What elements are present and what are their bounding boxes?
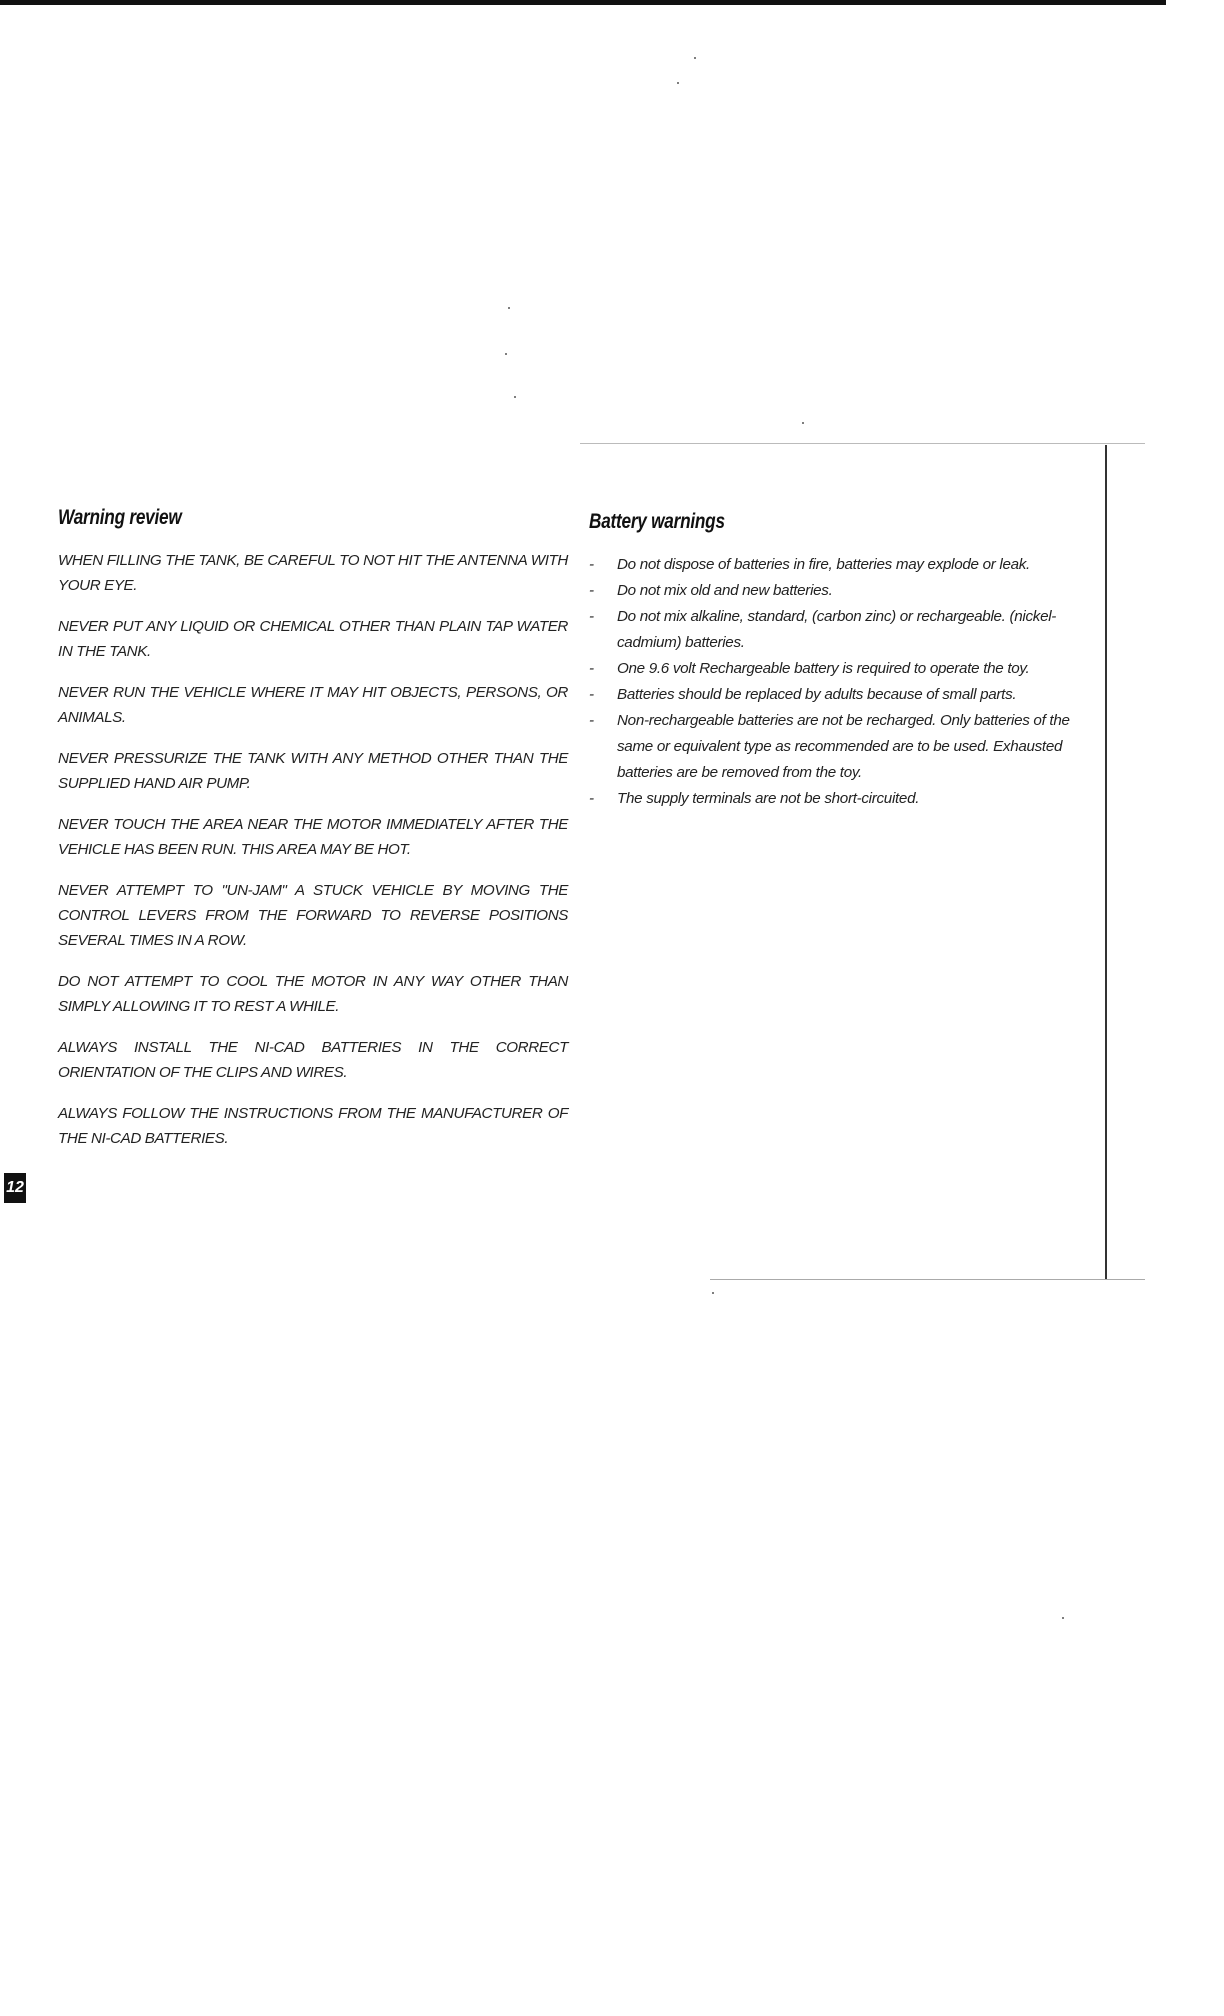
list-item: [589, 708, 1089, 786]
frame-bottom-line: [710, 1279, 1145, 1280]
bullet-dash: -: [589, 712, 594, 729]
warning-paragraph: DO NOT ATTEMPT TO COOL THE MOTOR IN ANY WAY OTHER THAN SIMPLY ALLOWING IT TO REST A WHILE.: [58, 973, 568, 1015]
warning-paragraph: WHEN FILLING THE TANK, BE CAREFUL TO NOT HIT THE ANTENNA WITH YOUR EYE.: [58, 552, 568, 594]
list-item: [589, 552, 1089, 578]
warning-paragraph: NEVER TOUCH THE AREA NEAR THE MOTOR IMMEDIATELY AFTER THE VEHICLE HAS BEEN RUN. THIS AREA MAY BE HOT.: [58, 816, 568, 858]
top-rule: [0, 0, 1166, 5]
warning-paragraph: ALWAYS FOLLOW THE INSTRUCTIONS FROM THE MANUFACTURER OF THE NI-CAD BATTERIES.: [58, 1105, 568, 1147]
scan-speck: [694, 57, 696, 59]
scan-speck: [677, 82, 679, 84]
warning-paragraph: ALWAYS INSTALL THE NI-CAD BATTERIES IN THE CORRECT ORIENTATION OF THE CLIPS AND WIRES.: [58, 1039, 568, 1081]
frame-right-line: [1105, 445, 1107, 1280]
bullet-dash: -: [589, 556, 594, 573]
list-item-text: The supply terminals are not be short-circuited.: [617, 790, 920, 807]
list-item-text: Do not mix alkaline, standard, (carbon zinc) or rechargeable. (nickel-cadmium) batteries.: [617, 608, 1057, 651]
list-item: [589, 656, 1089, 682]
list-item-text: Batteries should be replaced by adults because of small parts.: [617, 686, 1017, 703]
bullet-dash: -: [589, 660, 594, 677]
battery-warnings-list: [589, 552, 1089, 812]
warning-paragraph: NEVER PRESSURIZE THE TANK WITH ANY METHOD OTHER THAN THE SUPPLIED HAND AIR PUMP.: [58, 750, 568, 792]
scan-speck: [508, 307, 510, 309]
list-item: [589, 786, 1089, 812]
battery-warnings-section: [589, 510, 1089, 812]
page-number: 12: [4, 1173, 26, 1203]
scan-speck: [712, 1292, 714, 1294]
list-item-text: Do not dispose of batteries in fire, batteries may explode or leak.: [617, 556, 1030, 573]
scan-speck: [1062, 1617, 1064, 1619]
frame-top-line: [580, 443, 1145, 444]
bullet-dash: -: [589, 582, 594, 599]
battery-warnings-title: Battery warnings: [589, 510, 725, 533]
scan-speck: [505, 353, 507, 355]
warning-review-title: Warning review: [58, 506, 182, 529]
bullet-dash: -: [589, 790, 594, 807]
warning-review-section: [58, 506, 568, 1167]
list-item-text: One 9.6 volt Rechargeable battery is required to operate the toy.: [617, 660, 1030, 677]
scan-speck: [802, 422, 804, 424]
warning-paragraph: NEVER RUN THE VEHICLE WHERE IT MAY HIT OBJECTS, PERSONS, OR ANIMALS.: [58, 684, 568, 726]
list-item-text: Do not mix old and new batteries.: [617, 582, 833, 599]
warning-paragraph: NEVER PUT ANY LIQUID OR CHEMICAL OTHER THAN PLAIN TAP WATER IN THE TANK.: [58, 618, 568, 660]
scan-speck: [514, 396, 516, 398]
warning-paragraph: NEVER ATTEMPT TO "UN-JAM" A STUCK VEHICLE BY MOVING THE CONTROL LEVERS FROM THE FORWARD TO REVERSE POSITIONS SEVERAL TIMES IN A ROW.: [58, 882, 568, 949]
list-item: [589, 682, 1089, 708]
list-item: [589, 604, 1089, 656]
bullet-dash: -: [589, 608, 594, 625]
list-item: [589, 578, 1089, 604]
bullet-dash: -: [589, 686, 594, 703]
list-item-text: Non-rechargeable batteries are not be recharged. Only batteries of the same or equivalent type as recommended are to be used. Exhausted batteries are be removed from the toy.: [617, 712, 1070, 781]
